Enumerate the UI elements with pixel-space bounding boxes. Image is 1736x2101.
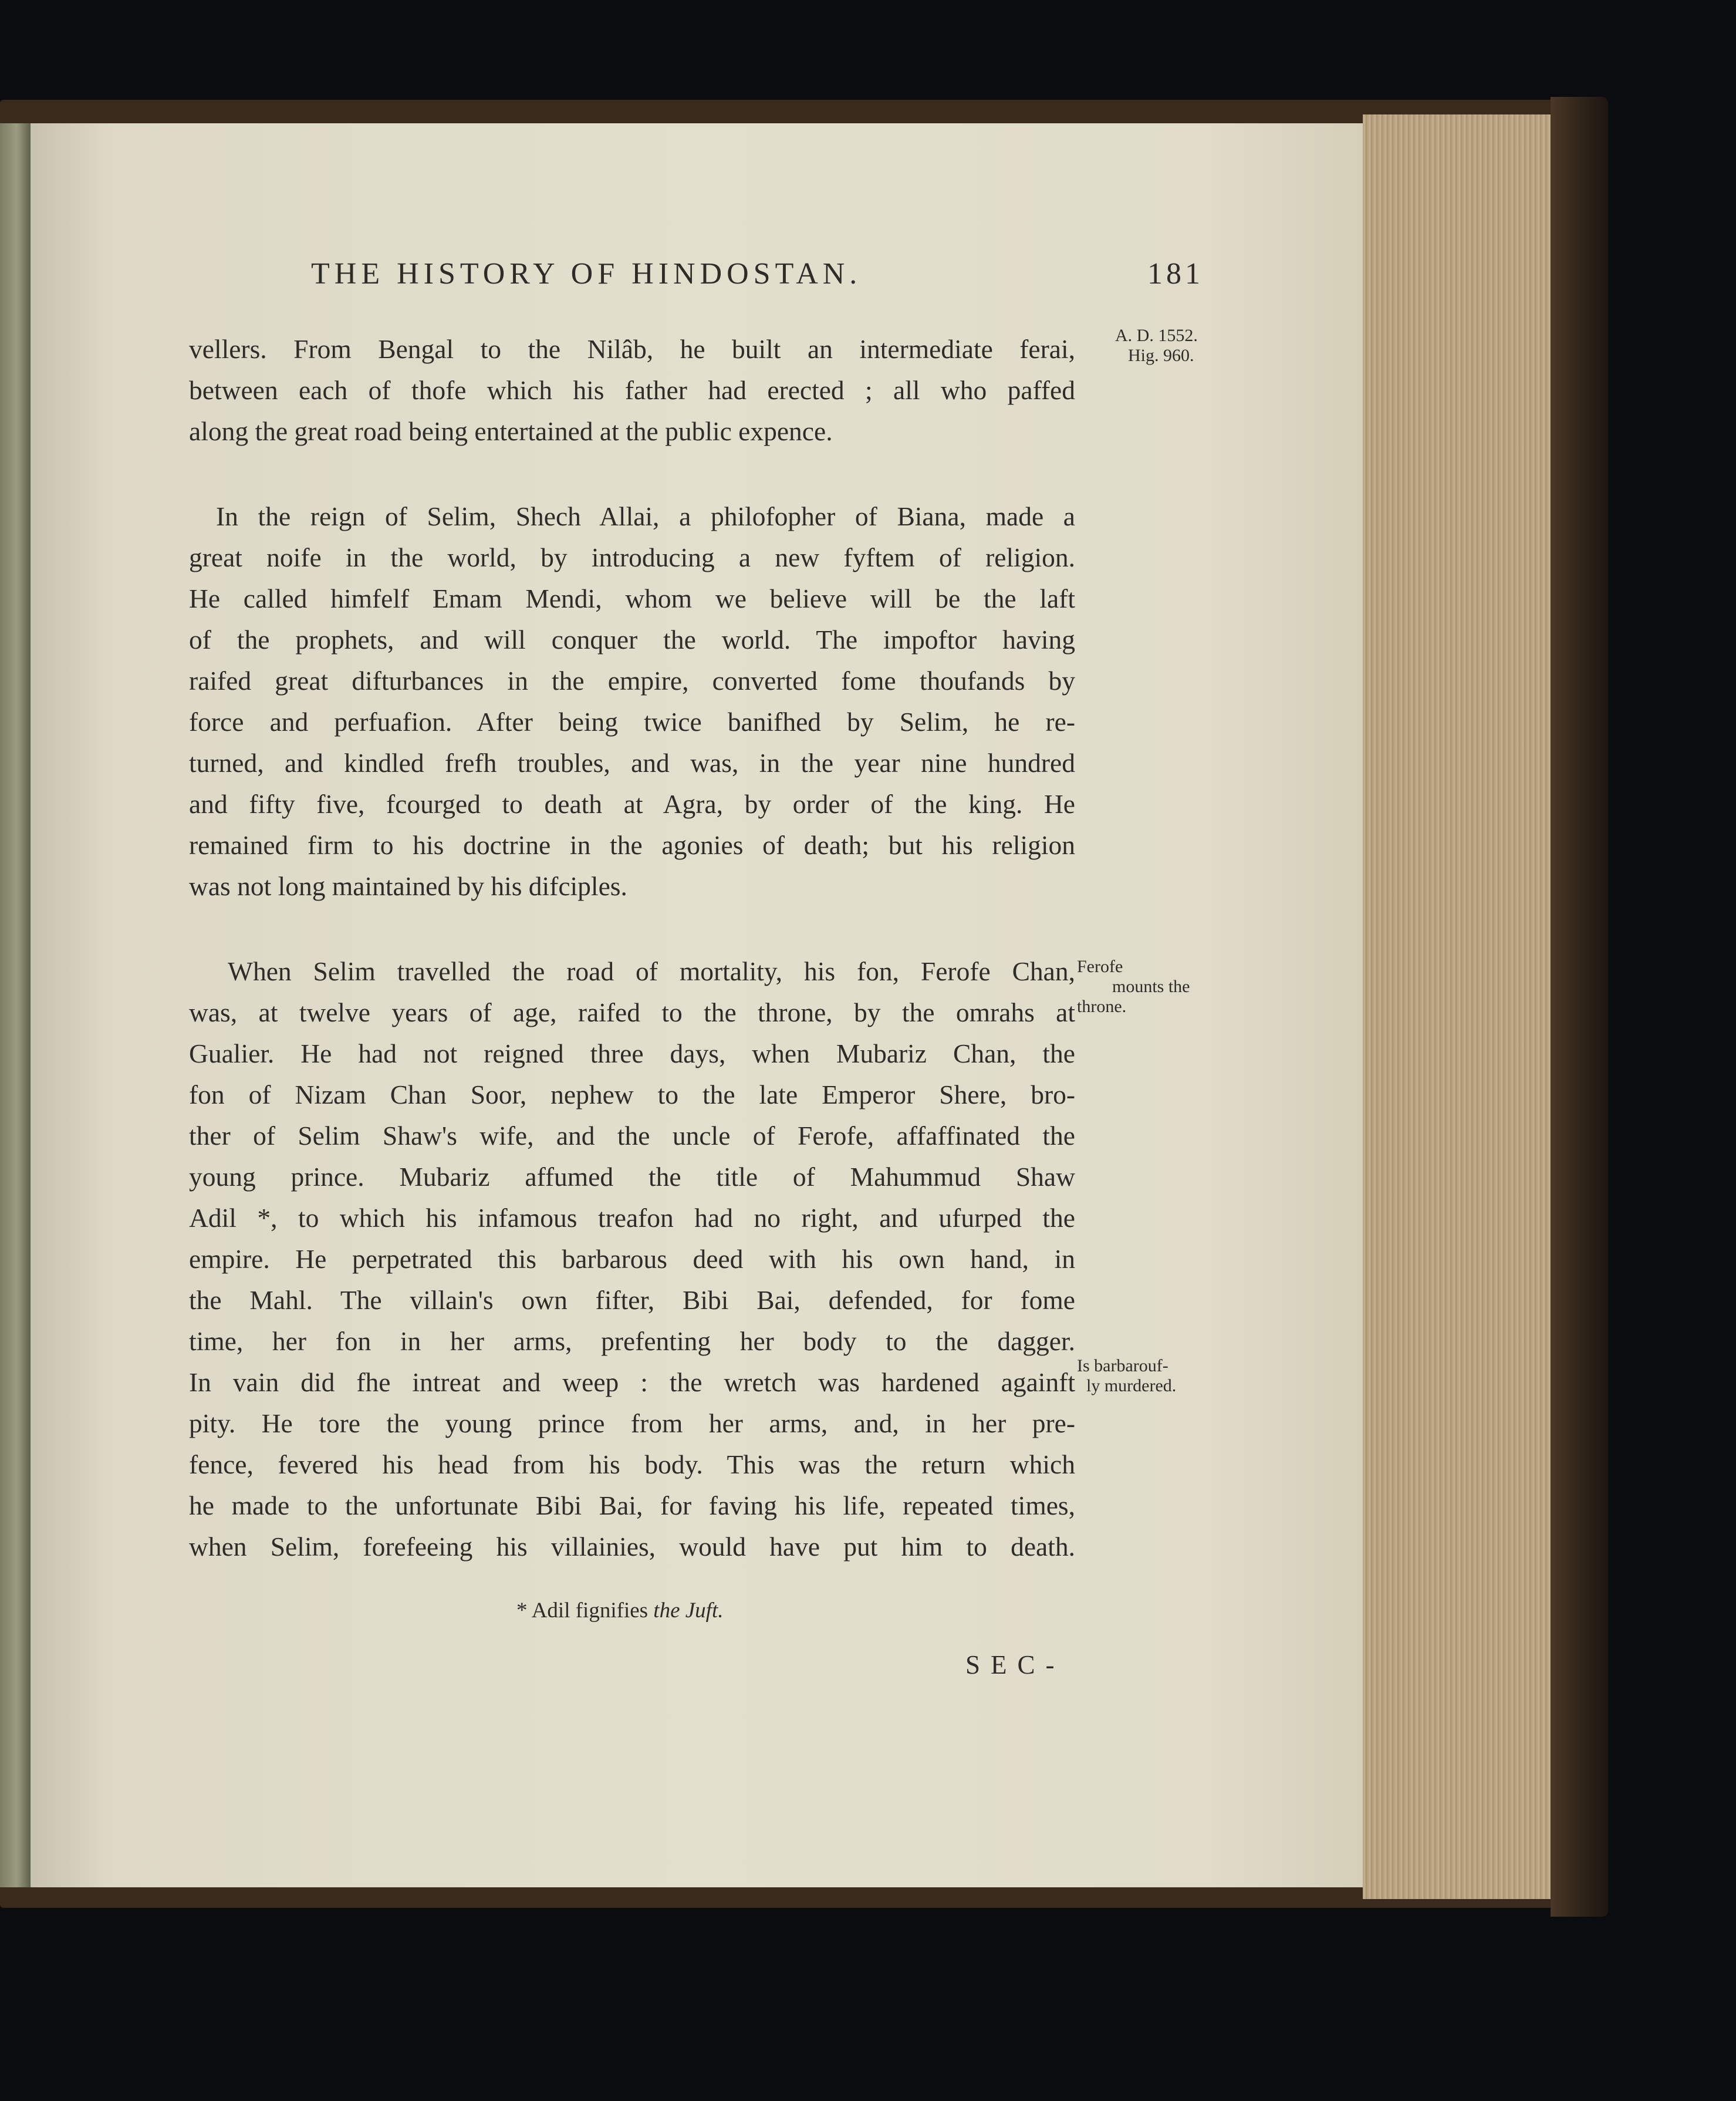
text-line: When Selim travelled the road of mortality, his fon, Ferofe Chan,	[228, 956, 1075, 986]
text-line: empire. He perpetrated this barbarous deed with his own hand, in	[189, 1244, 1075, 1274]
text-line: pity. He tore the young prince from her arms, and, in her pre-	[189, 1408, 1075, 1438]
paragraph-3	[189, 951, 1075, 1567]
text-line: raifed great difturbances in the empire, converted fome thoufands by	[189, 666, 1075, 696]
page-fore-edge	[1363, 114, 1551, 1899]
marginal-note-ferose	[1077, 957, 1190, 1017]
paragraph-1	[189, 329, 1075, 452]
text-line: young prince. Mubariz affumed the title of Mahummud Shaw	[189, 1162, 1075, 1192]
running-title: THE HISTORY OF HINDOSTAN.	[311, 257, 862, 291]
text-line: the Mahl. The villain's own fifter, Bibi Bai, defended, for fome	[189, 1285, 1075, 1315]
text-line: He called himfelf Emam Mendi, whom we believe will be the laft	[189, 584, 1075, 613]
marginal-date	[1115, 326, 1198, 366]
text-line: was, at twelve years of age, raifed to the throne, by the omrahs at	[189, 997, 1075, 1027]
catchword: SEC-	[965, 1650, 1065, 1680]
text-line: force and perfuafion. After being twice banifhed by Selim, he re-	[189, 707, 1075, 737]
text-line: of the prophets, and will conquer the world. The impoftor having	[189, 625, 1075, 655]
text-line: Gualier. He had not reigned three days, when Mubariz Chan, the	[189, 1038, 1075, 1068]
text-line: In the reign of Selim, Shech Allai, a philofopher of Biana, made a	[216, 501, 1075, 531]
footnote-text: * Adil fignifies	[516, 1598, 649, 1623]
book-cover-edge	[1551, 97, 1608, 1917]
marginal-date-hig: Hig. 960.	[1128, 346, 1194, 365]
marginal-line: ly murdered.	[1086, 1376, 1177, 1395]
text-line: ther of Selim Shaw's wife, and the uncle of Ferofe, affaffinated the	[189, 1121, 1075, 1151]
text-line: Adil *, to which his infamous treafon had no right, and ufurped the	[189, 1203, 1075, 1233]
text-line: he made to the unfortunate Bibi Bai, for faving his life, repeated times,	[189, 1490, 1075, 1520]
text-line: between each of thofe which his father had erected ; all who paffed	[189, 375, 1075, 405]
paragraph-2	[189, 496, 1075, 907]
text-line: turned, and kindled frefh troubles, and was, in the year nine hundred	[189, 748, 1075, 778]
text-line: when Selim, forefeeing his villainies, would have put him to death.	[189, 1532, 1075, 1562]
marginal-line: throne.	[1077, 997, 1127, 1016]
footnote	[516, 1598, 723, 1623]
left-page-edge	[0, 123, 31, 1887]
page-number: 181	[1147, 257, 1204, 291]
footnote-emphasis: the Juft.	[653, 1598, 724, 1623]
text-line: time, her fon in her arms, prefenting her body to the dagger.	[189, 1326, 1075, 1356]
text-line: fon of Nizam Chan Soor, nephew to the late Emperor Shere, bro-	[189, 1080, 1075, 1109]
text-line: fence, fevered his head from his body. This was the return which	[189, 1449, 1075, 1479]
text-line: was not long maintained by his difciples.	[189, 871, 627, 901]
marginal-date-ad: A. D. 1552.	[1115, 326, 1198, 345]
text-line: remained firm to his doctrine in the agonies of death; but his religion	[189, 830, 1075, 860]
marginal-line: mounts the	[1112, 977, 1190, 996]
text-line: great noife in the world, by introducing a new fyftem of religion.	[189, 542, 1075, 572]
text-line: vellers. From Bengal to the Nilâb, he built an intermediate ferai,	[189, 334, 1075, 364]
marginal-note-murdered	[1077, 1356, 1176, 1396]
text-line: In vain did fhe intreat and weep : the wretch was hardened againft	[189, 1367, 1075, 1397]
text-line: along the great road being entertained at the public expence.	[189, 416, 833, 446]
text-line: and fifty five, fcourged to death at Agra, by order of the king. He	[189, 789, 1075, 819]
marginal-line: Ferofe	[1077, 957, 1123, 976]
marginal-line: Is barbarouf-	[1077, 1356, 1168, 1375]
